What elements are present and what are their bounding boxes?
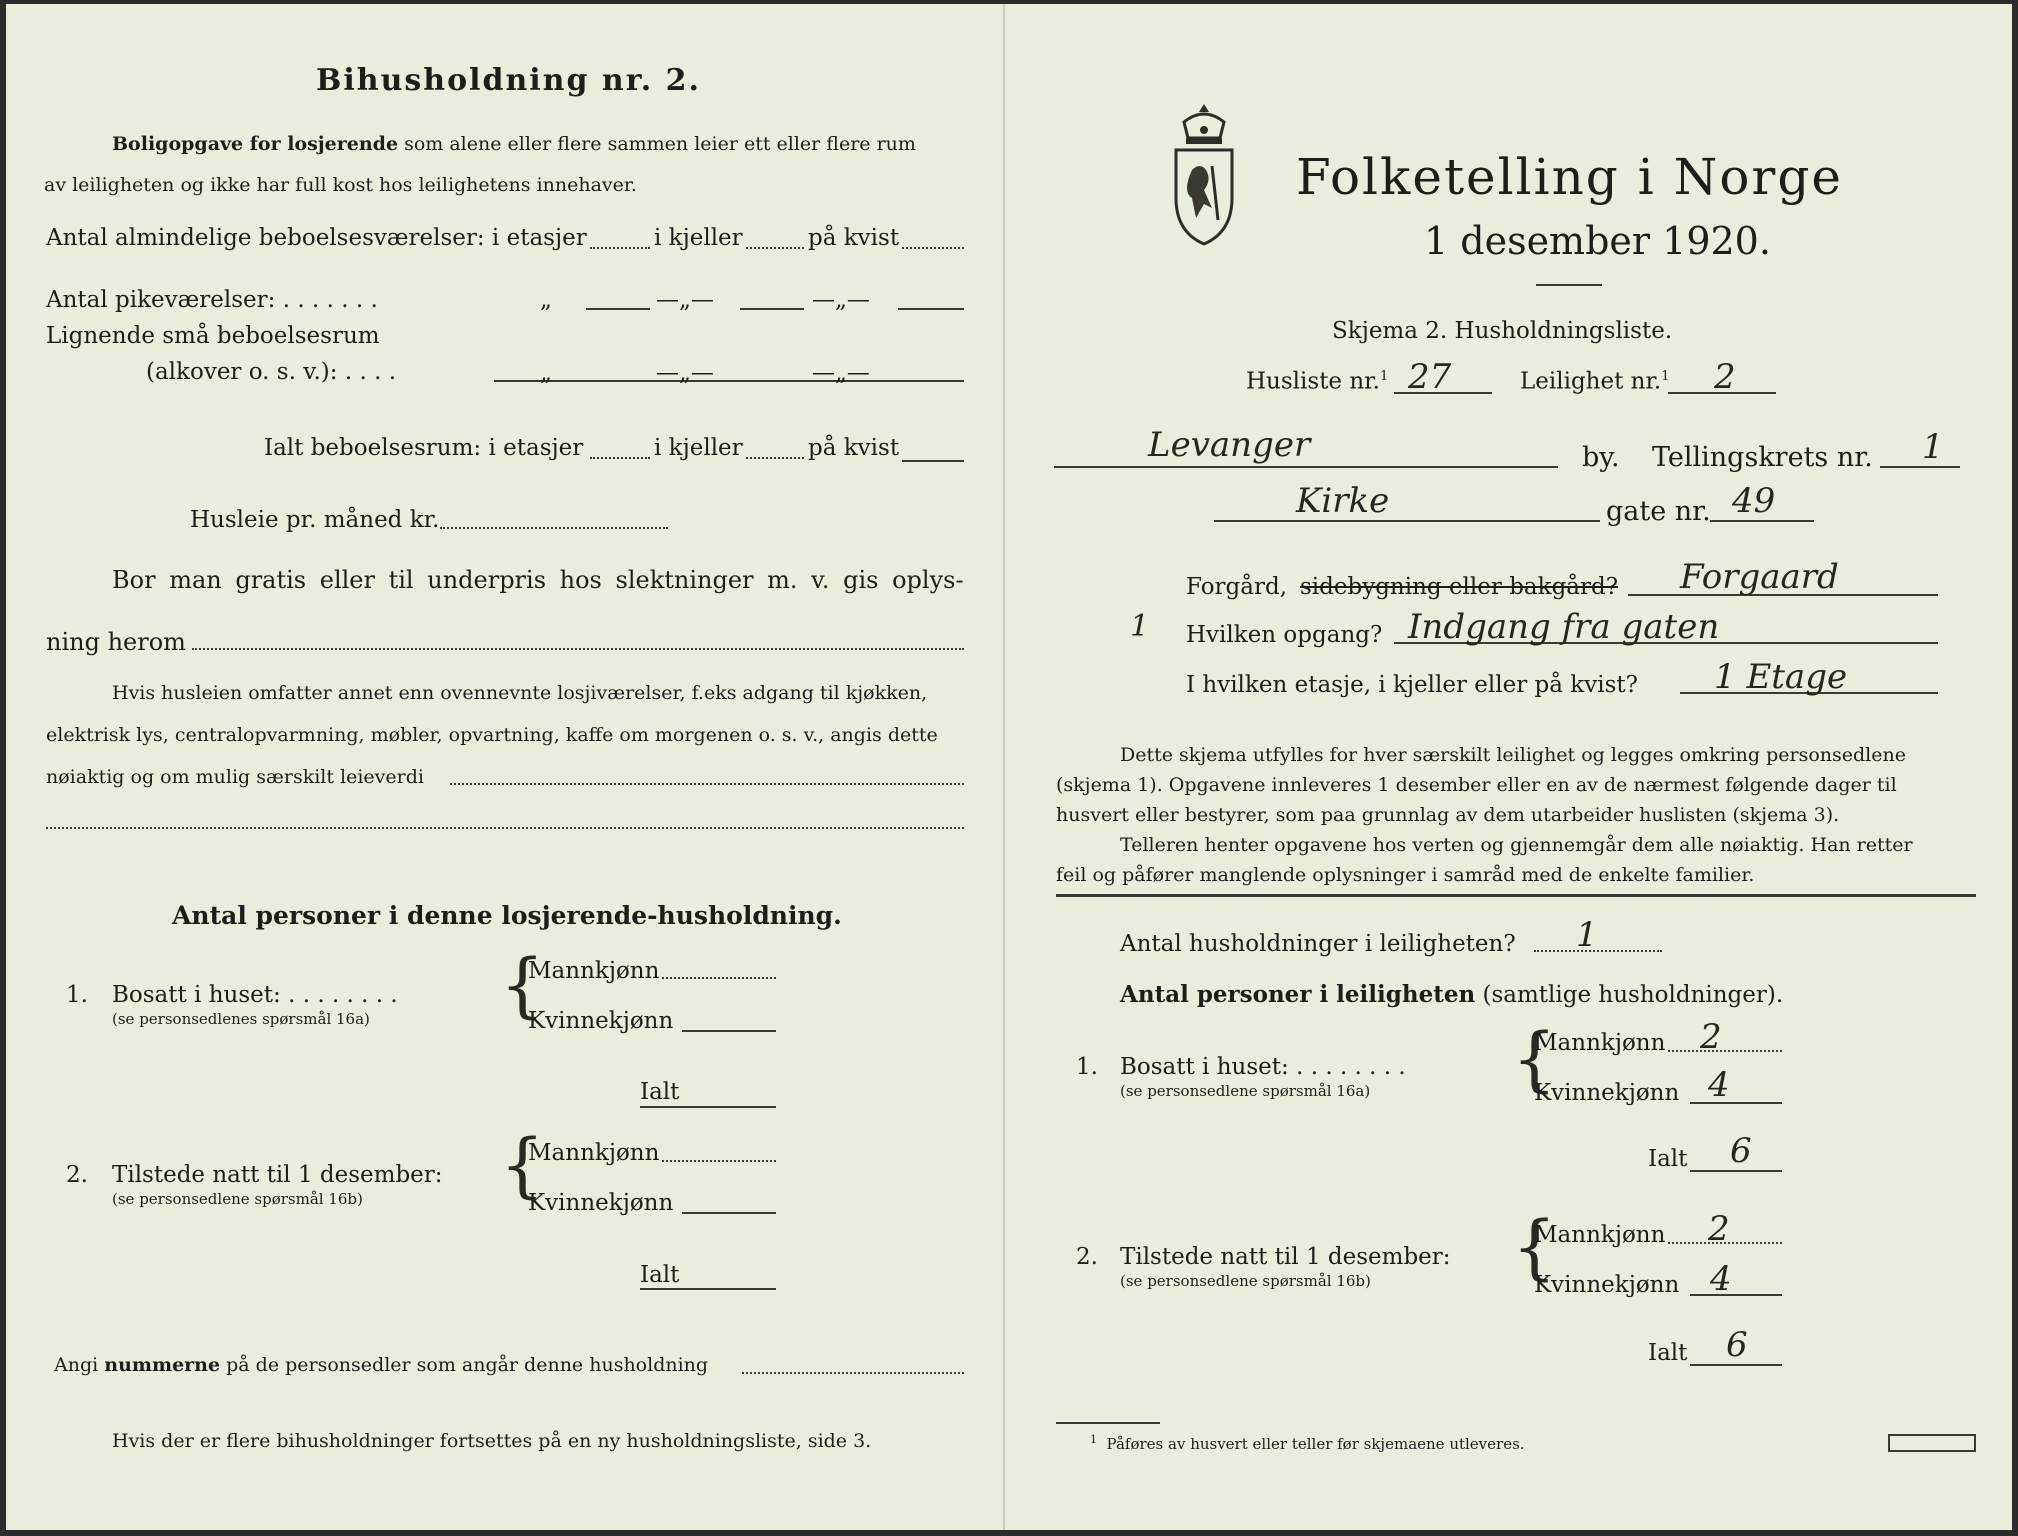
angi-line: Angi nummerne på de personsedler som angår denne husholdning (54, 1354, 709, 1376)
printer-stamp (1888, 1434, 1976, 1452)
info-line-3: husvert eller bestyrer, som paa grunnlag av dem utarbeider huslisten (skjema 3). (1056, 804, 1840, 826)
right-title: Folketelling i Norge (1296, 148, 1843, 206)
krets-label: Tellingskrets nr. (1652, 442, 1873, 473)
info-line-2: (skjema 1). Opgavene innleveres 1 desember eller en av de nærmest følgende dager til (1056, 774, 1897, 796)
left-q2-mann-label: Mannkjønn (528, 1140, 660, 1166)
right-q1-mann-value: 2 (1700, 1017, 1722, 1057)
lignende-label-2: (alkover o. s. v.): . . . . (146, 359, 397, 385)
left-q1-kvinne-field[interactable] (682, 1030, 776, 1032)
lignende-ditto-1: „ (540, 360, 552, 386)
left-q1-label: Bosatt i huset: . . . . . . . . (112, 982, 398, 1008)
left-q2-kvinne-field[interactable] (682, 1212, 776, 1214)
left-q1-ialt-field[interactable] (640, 1106, 776, 1108)
left-q1-sub: (se personsedlenes spørsmål 16a) (112, 1010, 370, 1028)
antal-hush-value: 1 (1576, 915, 1598, 955)
alm-etasjer-field[interactable] (590, 247, 650, 249)
norway-coat-of-arms-icon (1166, 100, 1242, 252)
husliste-label: Husliste nr.$^1$ (1246, 368, 1389, 395)
leilighet-value: 2 (1714, 357, 1736, 397)
right-q2-ialt-value: 6 (1726, 1325, 1748, 1365)
antal-alm-label: Antal almindelige beboelsesværelser: i etasjer (46, 225, 587, 251)
ialt-kjeller-label: i kjeller (654, 435, 743, 461)
lignende-field[interactable] (494, 380, 964, 382)
opgang-label: Hvilken opgang? (1186, 622, 1383, 648)
pike-kjeller-field[interactable] (740, 308, 804, 310)
left-q2-sub: (se personsedlene spørsmål 16b) (112, 1190, 363, 1208)
right-q1-ialt-label: Ialt (1648, 1146, 1688, 1172)
right-q1-kvinne-value: 4 (1708, 1065, 1730, 1105)
gratis-line-1: Bor man gratis eller til underpris hos slektninger m. v. gis oplys- (112, 566, 964, 594)
footnote: $^1$ Påføres av husvert eller teller før skjemaene utleveres. (1090, 1433, 1525, 1453)
right-q2-mann-value: 2 (1708, 1209, 1730, 1249)
gratis-field[interactable] (192, 648, 964, 650)
right-q1-kvinne-field[interactable] (1690, 1102, 1782, 1104)
left-q1-mann-field[interactable] (662, 977, 776, 979)
sidebygning-label: sidebygning eller bakgård? (1300, 574, 1619, 600)
angi-field[interactable] (742, 1372, 964, 1374)
page-fold (1003, 4, 1005, 1530)
right-q2-ialt-label: Ialt (1648, 1340, 1688, 1366)
antal-hush-label: Antal husholdninger i leiligheten? (1120, 931, 1516, 957)
pike-etasjer-field[interactable] (586, 308, 650, 310)
antal-pike-label: Antal pikeværelser: . . . . . . . (46, 287, 378, 313)
right-q1-ialt-value: 6 (1730, 1131, 1752, 1171)
hvis-line-3: nøiaktig og om mulig særskilt leieverdi (46, 766, 424, 788)
right-q1-num: 1. (1076, 1054, 1098, 1080)
by-label: by. (1582, 442, 1620, 473)
ialt-kvist-label: på kvist (808, 435, 900, 461)
husleie-label: Husleie pr. måned kr. (190, 507, 440, 533)
street-value: Kirke (1296, 481, 1390, 521)
info-line-1: Dette skjema utfylles for hver særskilt leilighet og legges omkring personsedlene (1120, 744, 1906, 766)
right-q2-kvinne-value: 4 (1710, 1259, 1732, 1299)
left-q1-num: 1. (66, 982, 88, 1008)
left-q2-label: Tilstede natt til 1 desember: (112, 1162, 443, 1188)
left-q2-ialt-field[interactable] (640, 1288, 776, 1290)
husliste-value: 27 (1408, 357, 1452, 397)
hvis-line-1: Hvis husleien omfatter annet enn ovennevnte losjiværelser, f.eks adgang til kjøkken, (112, 682, 928, 704)
left-q1-kvinne-label: Kvinnekjønn (528, 1008, 674, 1034)
lignende-ditto-2: —„— (656, 360, 714, 386)
right-q1-kvinne-label: Kvinnekjønn (1534, 1080, 1680, 1106)
right-q2-brace: { (1512, 1206, 1557, 1288)
left-q2-ialt-label: Ialt (640, 1262, 680, 1288)
city-value: Levanger (1148, 425, 1311, 465)
leieverdi-field-2[interactable] (46, 827, 964, 829)
forgard-value: Forgaard (1680, 557, 1839, 597)
right-q1-label: Bosatt i huset: . . . . . . . . (1120, 1054, 1406, 1080)
etasje-label: I hvilken etasje, i kjeller eller på kvist? (1186, 672, 1638, 698)
forgard-label: Forgård, (1186, 574, 1288, 600)
antal-hush-field[interactable] (1534, 950, 1662, 952)
street-field[interactable] (1214, 520, 1600, 522)
left-q1-brace: { (500, 944, 545, 1026)
pike-ditto-1: „ (540, 287, 552, 313)
husleie-field[interactable] (440, 527, 668, 529)
gate-label: gate nr. (1606, 496, 1711, 527)
ialt-kjeller-field[interactable] (746, 457, 804, 459)
margin-mark: 1 (1130, 609, 1150, 644)
krets-value: 1 (1922, 427, 1944, 467)
left-title: Bihusholdning nr. 2. (316, 63, 701, 98)
right-q1-sub: (se personsedlene spørsmål 16a) (1120, 1082, 1371, 1100)
right-q1-brace: { (1512, 1018, 1557, 1100)
antal-pers-line: Antal personer i leiligheten (samtlige husholdninger). (1120, 981, 1784, 1008)
alm-kvist-field[interactable] (902, 247, 964, 249)
left-q2-brace: { (500, 1124, 545, 1206)
alm-kjeller-field[interactable] (746, 247, 804, 249)
pike-kvist-field[interactable] (898, 308, 964, 310)
left-q1-ialt-label: Ialt (640, 1079, 680, 1105)
lignende-ditto-3: —„— (812, 360, 870, 386)
right-q1-mann-field[interactable] (1668, 1050, 1782, 1052)
right-q2-kvinne-label: Kvinnekjønn (1534, 1272, 1680, 1298)
city-field[interactable] (1054, 466, 1558, 468)
info-line-4: Telleren henter opgavene hos verten og gjennemgår dem alle nøiaktig. Han retter (1120, 834, 1913, 856)
right-q2-sub: (se personsedlene spørsmål 16b) (1120, 1272, 1371, 1290)
right-q2-num: 2. (1076, 1244, 1098, 1270)
left-q2-mann-field[interactable] (662, 1160, 776, 1162)
leilighet-label: Leilighet nr.$^1$ (1520, 368, 1670, 395)
lignende-label-1: Lignende små beboelsesrum (46, 323, 380, 349)
right-q1-mann-label: Mannkjønn (1534, 1030, 1666, 1056)
right-q2-mann-label: Mannkjønn (1534, 1222, 1666, 1248)
gate-value: 49 (1732, 481, 1776, 521)
right-q2-label: Tilstede natt til 1 desember: (1120, 1244, 1451, 1270)
left-antal-heading: Antal personer i denne losjerende-husholdning. (172, 901, 842, 930)
info-line-5: feil og påfører manglende oplysninger i samråd med de enkelte familier. (1056, 864, 1755, 886)
alm-kvist-label: på kvist (808, 225, 900, 251)
intro-line-2: av leiligheten og ikke har full kost hos leilighetens innehaver. (44, 174, 637, 196)
gratis-line-2: ning herom (46, 628, 186, 656)
etasje-value: 1 Etage (1714, 657, 1848, 697)
opgang-value: Indgang fra gaten (1408, 607, 1720, 647)
ialt-etasjer-field[interactable] (590, 457, 650, 459)
ialt-rum-label: Ialt beboelsesrum: i etasjer (264, 435, 584, 461)
info-divider (1056, 894, 1976, 897)
hvis-line-2: elektrisk lys, centralopvarmning, møbler, opvartning, kaffe om morgenen o. s. v., angis dette (46, 724, 938, 746)
left-q1-mann-label: Mannkjønn (528, 958, 660, 984)
right-q2-kvinne-field[interactable] (1690, 1294, 1782, 1296)
census-date: 1 desember 1920. (1424, 219, 1771, 263)
leieverdi-field[interactable] (450, 783, 964, 785)
title-divider (1536, 284, 1602, 286)
flere-note: Hvis der er flere bihusholdninger fortsettes på en ny husholdningsliste, side 3. (112, 1430, 872, 1452)
pike-ditto-2: —„— (656, 287, 714, 313)
skjema-label: Skjema 2. Husholdningsliste. (1332, 318, 1673, 344)
alm-kjeller-label: i kjeller (654, 225, 743, 251)
ialt-kvist-field[interactable] (902, 460, 964, 462)
intro-line-1: Boligopgave for losjerende som alene eller flere sammen leier ett eller flere rum (112, 133, 916, 155)
footnote-divider (1056, 1422, 1160, 1424)
pike-ditto-3: —„— (812, 287, 870, 313)
krets-field[interactable] (1880, 466, 1960, 468)
left-q2-kvinne-label: Kvinnekjønn (528, 1190, 674, 1216)
left-q2-num: 2. (66, 1162, 88, 1188)
